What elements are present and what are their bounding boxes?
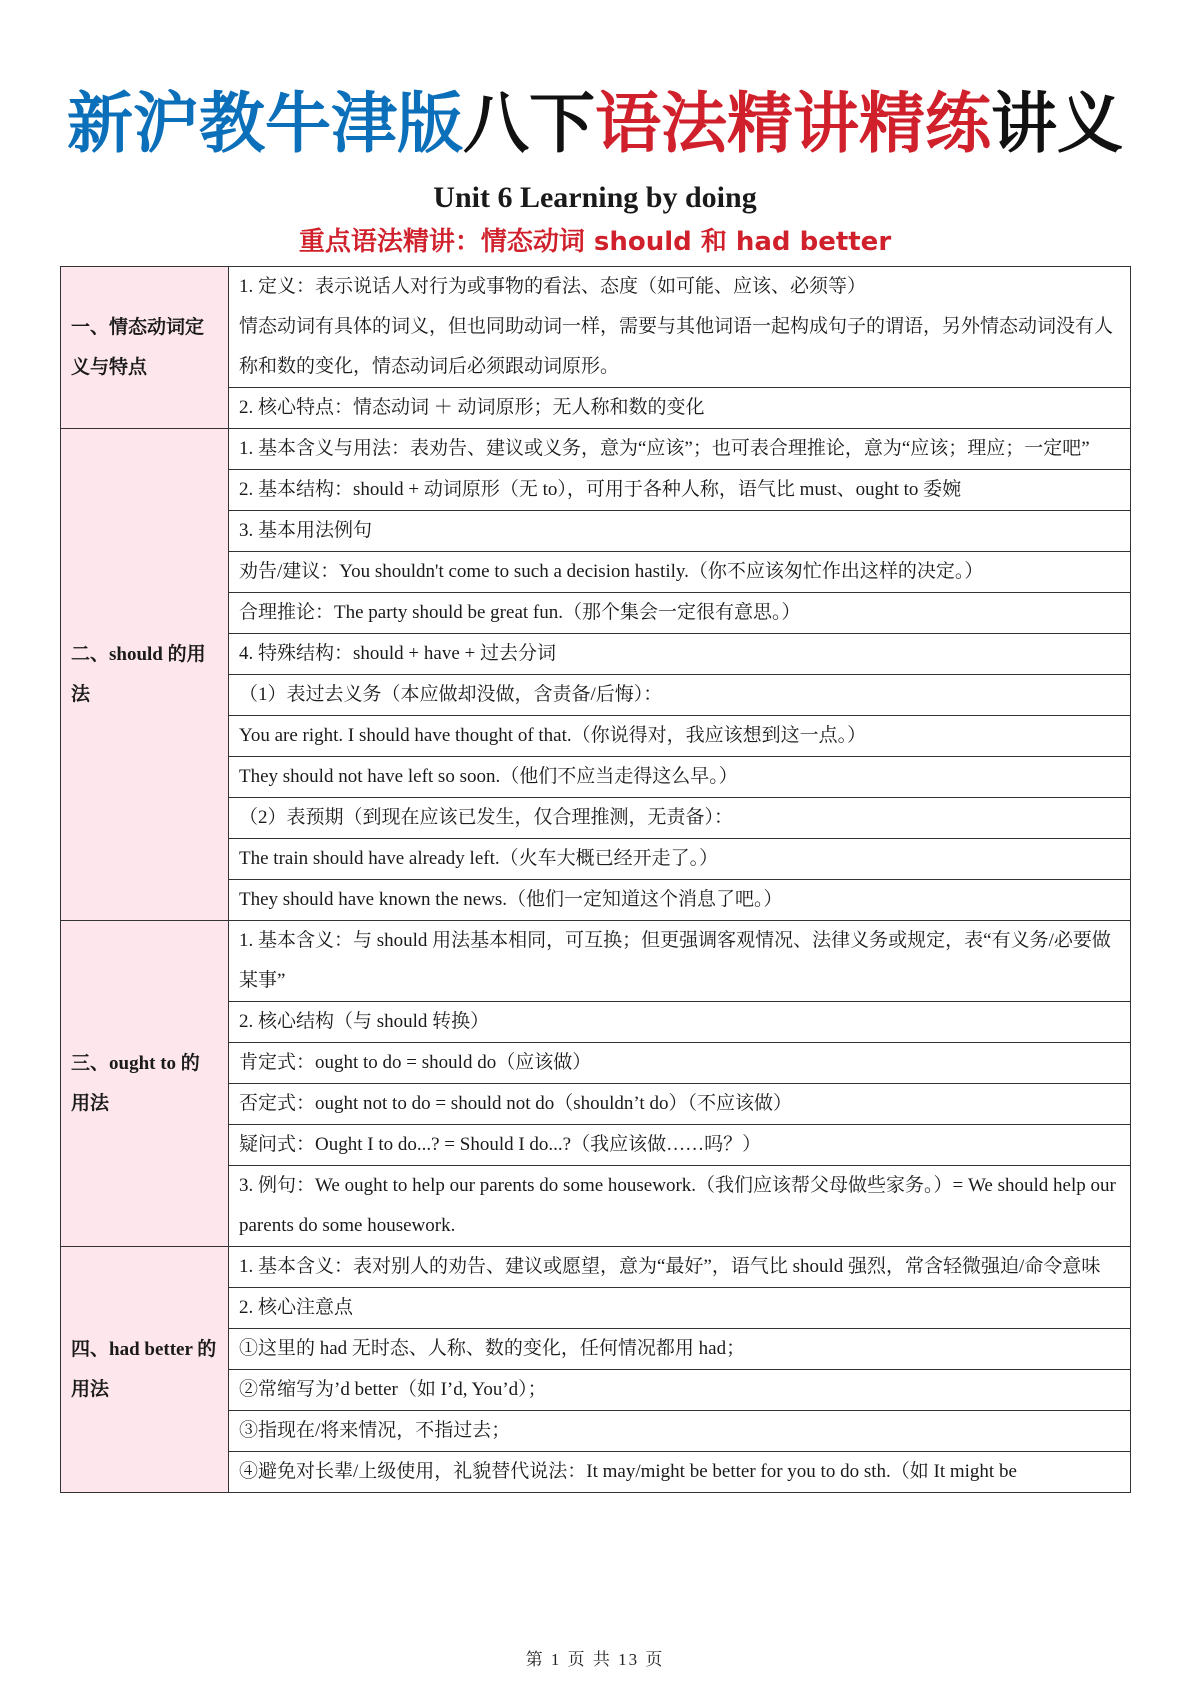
table-cell: 2. 核心注意点 bbox=[229, 1288, 1131, 1329]
grammar-table bbox=[60, 266, 1131, 1493]
table-cell: ①这里的 had 无时态、人称、数的变化，任何情况都用 had； bbox=[229, 1329, 1131, 1370]
table-row bbox=[61, 267, 1131, 388]
table-cell: 1. 基本含义与用法：表劝告、建议或义务，意为“应该”；也可表合理推论，意为“应该；理应；一定吧” bbox=[229, 429, 1131, 470]
table-cell: 1. 基本含义：表对别人的劝告、建议或愿望，意为“最好”，语气比 should 强烈，常含轻微强迫/命令意味 bbox=[229, 1247, 1131, 1288]
table-cell: 1. 定义：表示说话人对行为或事物的看法、态度（如可能、应该、必须等） 情态动词有具体的词义，但也同助动词一样，需要与其他词语一起构成句子的谓语，另外情态动词没有人称和数的变化，情态动词后必须跟动词原形。 bbox=[229, 267, 1131, 388]
table-cell: ②常缩写为’d better（如 I’d, You’d）； bbox=[229, 1370, 1131, 1411]
table-cell: （1）表过去义务（本应做却没做，含责备/后悔）： bbox=[229, 675, 1131, 716]
table-cell: You are right. I should have thought of that.（你说得对，我应该想到这一点。） bbox=[229, 716, 1131, 757]
table-cell: 合理推论：The party should be great fun.（那个集会一定很有意思。） bbox=[229, 593, 1131, 634]
title-part-topic: 语法精讲精练 bbox=[595, 85, 991, 162]
section-heading-should: 二、should 的用法 bbox=[61, 429, 229, 921]
table-row bbox=[61, 429, 1131, 470]
title-part-type: 讲义 bbox=[991, 85, 1123, 162]
table-cell: 劝告/建议：You shouldn't come to such a decision hastily.（你不应该匆忙作出这样的决定。） bbox=[229, 552, 1131, 593]
table-cell: 3. 基本用法例句 bbox=[229, 511, 1131, 552]
table-cell: 1. 基本含义：与 should 用法基本相同，可互换；但更强调客观情况、法律义务或规定，表“有义务/必要做某事” bbox=[229, 921, 1131, 1002]
section-heading-ought-to: 三、ought to 的用法 bbox=[61, 921, 229, 1247]
table-cell: 3. 例句：We ought to help our parents do some housework.（我们应该帮父母做些家务。）= We should help our parents do some housework. bbox=[229, 1166, 1131, 1247]
table-cell: 疑问式：Ought I to do...? = Should I do...?（我应该做……吗？） bbox=[229, 1125, 1131, 1166]
table-cell: 2. 基本结构：should + 动词原形（无 to），可用于各种人称，语气比 must、ought to 委婉 bbox=[229, 470, 1131, 511]
section-heading-modal-verbs: 一、情态动词定义与特点 bbox=[61, 267, 229, 429]
table-cell: 肯定式：ought to do = should do（应该做） bbox=[229, 1043, 1131, 1084]
section-heading-had-better: 四、had better 的用法 bbox=[61, 1247, 229, 1493]
title-part-grade: 八下 bbox=[463, 85, 595, 162]
table-row bbox=[61, 921, 1131, 1002]
table-cell: ④避免对长辈/上级使用，礼貌替代说法：It may/might be better for you to do sth.（如 It might be bbox=[229, 1452, 1131, 1493]
table-cell: 2. 核心结构（与 should 转换） bbox=[229, 1002, 1131, 1043]
table-cell: The train should have already left.（火车大概已经开走了。） bbox=[229, 839, 1131, 880]
table-row bbox=[61, 1247, 1131, 1288]
table-cell: They should have known the news.（他们一定知道这个消息了吧。） bbox=[229, 880, 1131, 921]
table-cell: They should not have left so soon.（他们不应当走得这么早。） bbox=[229, 757, 1131, 798]
title-part-publisher: 新沪教牛津版 bbox=[67, 85, 463, 162]
table-cell: （2）表预期（到现在应该已发生，仅合理推测，无责备）： bbox=[229, 798, 1131, 839]
page-number: 第 1 页 共 13 页 bbox=[525, 1650, 665, 1669]
table-cell: ③指现在/将来情况，不指过去； bbox=[229, 1411, 1131, 1452]
document-title bbox=[0, 78, 1190, 170]
table-cell: 4. 特殊结构：should + have + 过去分词 bbox=[229, 634, 1131, 675]
unit-heading: Unit 6 Learning by doing bbox=[433, 181, 757, 214]
table-cell: 2. 核心特点：情态动词 ＋ 动词原形；无人称和数的变化 bbox=[229, 388, 1131, 429]
grammar-subtitle: 重点语法精讲：情态动词 should 和 had better bbox=[298, 227, 892, 257]
table-cell: 否定式：ought not to do = should not do（shouldn’t do）（不应该做） bbox=[229, 1084, 1131, 1125]
